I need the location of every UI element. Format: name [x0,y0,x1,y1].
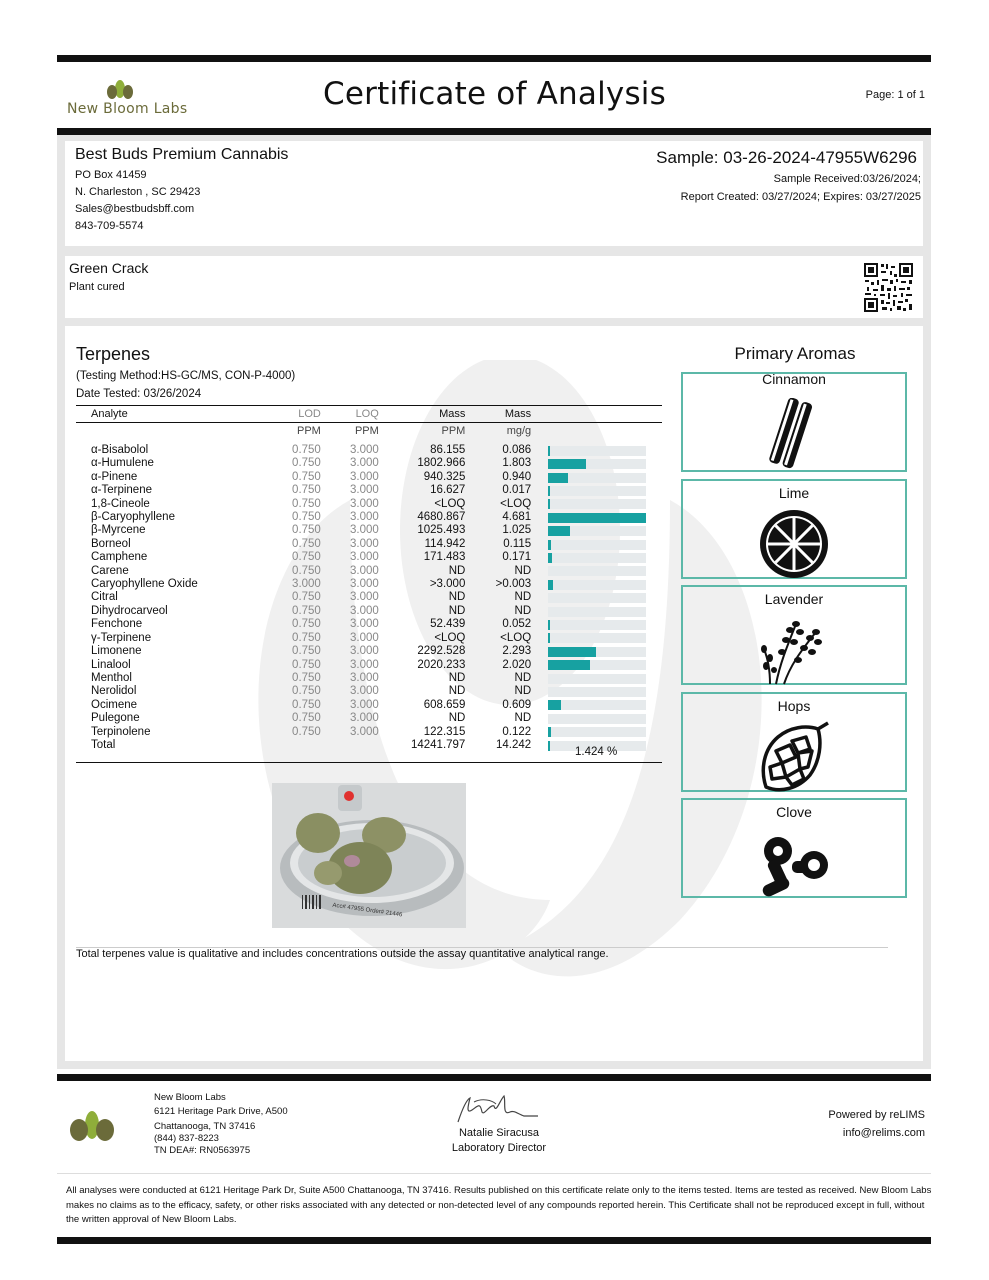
powered-by: Powered by reLIMS [828,1109,925,1121]
lod-cell: 0.750 [292,671,321,684]
table-row [76,699,662,712]
table-units-row [76,423,662,440]
terpenes-note: Total terpenes value is qualitative and includes concentrations outside the assay quantitative analytical range. [76,948,609,960]
table-row [76,645,662,658]
aroma-hops [681,692,907,792]
mass-ppm-cell: <LOQ [434,631,466,644]
loq-cell: 3.000 [350,537,379,550]
lod-cell: 0.750 [292,698,321,711]
lod-cell: 0.750 [292,631,321,644]
level-bar-track [548,513,646,523]
client-name: Best Buds Premium Cannabis [75,146,289,163]
analyte-cell: Terpinolene [91,725,151,738]
analyte-cell: Carene [91,564,129,577]
aroma-clove [681,798,907,898]
level-bar-track [548,526,646,536]
level-bar-cell [531,578,662,591]
level-bar-cell [531,498,662,511]
level-bar-fill [548,486,550,496]
level-bar-fill [548,446,550,456]
table-row [76,685,662,698]
table-row [76,471,662,484]
client-phone: 843-709-5574 [75,220,144,232]
lod-cell: 0.750 [292,564,321,577]
mass-mg-cell: ND [514,671,532,684]
footer-city: Chattanooga, TN 37416 [154,1121,256,1132]
analyte-cell: Pulegone [91,712,140,725]
loq-cell: 3.000 [350,551,379,564]
mass-ppm-cell: 14241.797 [410,738,466,751]
mass-mg-cell: 14.242 [495,738,532,751]
mass-ppm-cell: ND [448,671,466,684]
date-tested: Date Tested: 03/26/2024 [76,388,202,400]
level-bar-cell [531,484,662,497]
unit-loq: PPM [354,425,379,437]
cinnamon-icon [756,398,832,470]
lod-cell: 0.750 [292,658,321,671]
mass-mg-cell: 2.020 [502,658,532,671]
lod-cell: 0.750 [292,470,321,483]
level-bar-fill [548,727,551,737]
lod-cell: 0.750 [292,497,321,510]
level-bar-cell [531,538,662,551]
analyte-cell: Borneol [91,537,131,550]
loq-cell: 3.000 [350,712,379,725]
mass-ppm-cell: 940.325 [423,470,466,483]
report-dates: Report Created: 03/27/2024; Expires: 03/27/2025 [680,191,921,203]
footer-phone: (844) 837-8223 [154,1133,219,1144]
loq-cell: 3.000 [350,658,379,671]
product-type: Plant cured [69,281,125,293]
table-row [76,457,662,470]
table-row [76,726,662,739]
level-bar-track [548,714,646,724]
analyte-cell: Linalool [91,658,131,671]
loq-cell: 3.000 [350,618,379,631]
analyte-cell: Ocimene [91,698,138,711]
level-bar-track [548,459,646,469]
analyte-cell: Menthol [91,671,132,684]
analyte-cell: β-Myrcene [91,524,146,537]
col-mass-ppm: Mass [439,408,466,420]
mass-ppm-cell: 114.942 [424,537,466,550]
units-bar-spacer [531,423,662,440]
level-bar-fill [548,700,561,710]
level-bar-cell [531,471,662,484]
lod-cell: 0.750 [292,725,321,738]
primary-aromas-title: Primary Aromas [734,344,856,363]
aroma-label: Hops [777,698,811,714]
lod-cell: 0.750 [292,645,321,658]
analyte-cell: Dihydrocarveol [91,604,168,617]
footer-divider [57,1173,931,1174]
table-row [76,524,662,537]
lod-cell: 0.750 [292,685,321,698]
table-row [76,498,662,511]
table-row [76,591,662,604]
client-city: N. Charleston , SC 29423 [75,186,201,198]
lod-cell: 0.750 [292,524,321,537]
loq-cell: 3.000 [350,591,379,604]
level-bar-track [548,687,646,697]
level-bar-fill [548,580,553,590]
mass-ppm-cell: 1025.493 [417,524,466,537]
level-bar-cell [531,591,662,604]
mass-ppm-cell: 2292.528 [417,645,466,658]
terpenes-title: Terpenes [76,344,151,364]
analyte-cell: Caryophyllene Oxide [91,578,198,591]
level-bar-track [548,674,646,684]
aroma-label: Clove [776,804,812,820]
level-bar-cell [531,457,662,470]
loq-cell: 3.000 [350,484,379,497]
footer-street: 6121 Heritage Park Drive, A500 [154,1106,288,1117]
lavender-icon [756,614,832,686]
loq-cell: 3.000 [350,511,379,524]
col-analyte: Analyte [91,408,128,420]
lod-cell: 0.750 [292,444,321,456]
level-bar-cell [531,659,662,672]
table-row [76,632,662,645]
loq-cell: 3.000 [350,725,379,738]
client-address: PO Box 41459 [75,169,147,181]
table-row [76,538,662,551]
footer-top-rule [57,1074,931,1081]
top-rule [57,55,931,62]
loq-cell: 3.000 [350,604,379,617]
level-bar-cell [531,672,662,685]
testing-method: (Testing Method:HS-GC/MS, CON-P-4000) [76,370,296,382]
level-bar-cell [531,685,662,698]
level-bar-track [548,446,646,456]
level-bar-fill [548,540,550,550]
mass-ppm-cell: 1802.966 [417,457,466,470]
product-name: Green Crack [69,260,149,276]
lod-cell [263,739,321,752]
unit-mass-mg: mg/g [506,425,532,437]
analyte-cell: Fenchone [91,618,143,631]
loq-cell: 3.000 [350,698,379,711]
mass-mg-cell: >0.003 [495,578,532,591]
analyte-cell: Citral [91,591,118,604]
director-title: Laboratory Director [451,1142,547,1154]
lod-cell: 0.750 [292,457,321,470]
loq-cell: 3.000 [350,457,379,470]
table-row [76,672,662,685]
level-bar-fill [548,647,596,657]
analyte-cell: γ-Terpinene [91,631,152,644]
mass-ppm-cell: 52.439 [430,618,466,631]
table-bottom-rule [76,762,662,763]
level-bar-cell [531,511,662,524]
mass-mg-cell: <LOQ [500,631,532,644]
loq-cell: 3.000 [350,631,379,644]
mass-ppm-cell: ND [448,564,466,577]
col-loq: LOQ [355,408,379,420]
col-lod: LOD [298,408,321,420]
level-bar-track [548,486,646,496]
footer-dea: TN DEA#: RN0563975 [154,1145,251,1156]
mass-mg-cell: 0.115 [503,537,532,550]
page-title: Certificate of Analysis [323,76,666,112]
mass-ppm-cell: ND [448,685,466,698]
mass-ppm-cell: 122.315 [423,725,466,738]
mass-mg-cell: <LOQ [500,497,532,510]
analyte-cell: Camphene [91,551,148,564]
director-signature [452,1092,542,1128]
level-bar-track [548,660,646,670]
level-bar-track [548,647,646,657]
hops-icon [756,721,832,793]
sample-received: Sample Received:03/26/2024; [773,173,921,185]
footer-lab-name: New Bloom Labs [154,1092,226,1103]
analyte-cell: α-Pinene [91,470,138,483]
lod-cell: 0.750 [292,484,321,497]
mass-ppm-cell: ND [448,591,466,604]
loq-cell: 3.000 [350,444,379,456]
level-bar-cell [531,712,662,725]
analyte-cell: Limonene [91,645,142,658]
sample-id: Sample: 03-26-2024-47955W6296 [656,148,917,167]
analyte-cell: Total [91,738,116,751]
unit-mass-ppm: PPM [441,425,466,437]
level-bar-track [548,633,646,643]
page-number: Page: 1 of 1 [865,89,925,101]
level-bar-cell [531,444,662,457]
mass-mg-cell: ND [514,604,532,617]
lod-cell: 0.750 [292,618,321,631]
level-bar-fill [548,473,568,483]
clove-icon [756,827,832,899]
level-bar-fill [548,620,550,630]
mass-ppm-cell: <LOQ [434,497,466,510]
lod-cell: 0.750 [292,511,321,524]
level-bar-cell [531,565,662,578]
mass-ppm-cell: 608.659 [423,698,466,711]
col-mass-mg: Mass [504,408,532,420]
level-bar-cell [531,551,662,564]
qr-code-icon[interactable] [863,262,914,313]
level-bar-fill [548,660,590,670]
level-bar-cell [531,605,662,618]
table-row [76,659,662,672]
loq-cell: 3.000 [350,645,379,658]
mass-mg-cell: 4.681 [502,511,532,524]
mass-mg-cell: ND [514,712,532,725]
level-bar-fill [548,499,550,509]
level-bar-track [548,700,646,710]
director-name: Natalie Siracusa [458,1127,540,1139]
lod-cell: 0.750 [292,551,321,564]
mass-mg-cell: ND [514,564,532,577]
mass-mg-cell: 0.122 [502,725,532,738]
loq-cell: 3.000 [350,564,379,577]
analyte-cell: 1,8-Cineole [91,497,150,510]
table-row [76,511,662,524]
loq-cell [321,739,379,752]
level-bar-cell [531,618,662,631]
unit-lod: PPM [296,425,321,437]
table-row [76,444,662,457]
loq-cell: 3.000 [350,578,379,591]
level-bar-track [548,620,646,630]
table-row [76,605,662,618]
mass-mg-cell: 0.940 [502,470,532,483]
level-bar-fill [548,526,569,536]
level-bar-track [548,607,646,617]
aroma-lime [681,479,907,579]
level-bar-track [548,593,646,603]
aroma-lavender [681,585,907,685]
level-bar-fill [548,741,550,751]
level-bar-track [548,580,646,590]
level-bar-track [548,727,646,737]
loq-cell: 3.000 [350,470,379,483]
mass-mg-cell: 0.171 [502,551,532,564]
level-bar-fill [548,633,550,643]
mass-mg-cell: 1.803 [502,457,532,470]
table-row [76,484,662,497]
total-percent: 1.424 % [575,746,618,758]
units-spacer [76,423,263,440]
level-bar-track [548,540,646,550]
aroma-label: Lime [778,485,810,501]
product-panel [65,256,923,318]
analyte-cell: α-Terpinene [91,484,152,497]
analyte-cell: Nerolidol [91,685,137,698]
lod-cell: 3.000 [292,578,321,591]
mass-mg-cell: ND [514,591,532,604]
loq-cell: 3.000 [350,685,379,698]
mass-mg-cell: 2.293 [502,645,532,658]
col-bar [531,406,662,423]
aroma-cinnamon [681,372,907,472]
mass-mg-cell: 0.052 [502,618,532,631]
mass-ppm-cell: ND [448,712,466,725]
table-row [76,551,662,564]
loq-cell: 3.000 [350,671,379,684]
mass-ppm-cell: ND [448,604,466,617]
table-row [76,578,662,591]
table-header-row [76,406,662,423]
level-bar-fill [548,553,552,563]
analyte-cell: α-Bisabolol [91,444,149,456]
terpenes-table-body [76,444,662,752]
mass-mg-cell: 1.025 [502,524,532,537]
table-row [76,618,662,631]
mass-mg-cell: ND [514,685,532,698]
table-row [76,565,662,578]
analyte-cell: β-Caryophyllene [91,511,175,524]
loq-cell: 3.000 [350,497,379,510]
terpenes-table [76,405,662,752]
lime-icon [756,508,832,580]
mass-ppm-cell: 16.627 [430,484,466,497]
client-email: Sales@bestbudsbff.com [75,203,195,215]
level-bar-track [548,473,646,483]
mass-mg-cell: 0.609 [502,698,532,711]
lod-cell: 0.750 [292,591,321,604]
lod-cell: 0.750 [292,604,321,617]
bottom-rule [57,1237,931,1244]
mass-ppm-cell: 2020.233 [417,658,466,671]
level-bar-cell [531,726,662,739]
aroma-label: Lavender [764,591,824,607]
level-bar-fill [548,513,646,523]
footer-logo [67,1110,117,1146]
level-bar-cell [531,645,662,658]
level-bar-track [548,553,646,563]
mass-ppm-cell: >3.000 [429,578,466,591]
header-rule [57,128,931,135]
tray-label-text: Acc# 47955 Order# 21446 [332,902,403,919]
support-email[interactable]: info@relims.com [842,1127,925,1139]
header-lab-name: New Bloom Labs [67,101,188,117]
level-bar-fill [548,459,586,469]
lod-cell: 0.750 [292,537,321,550]
level-bar-cell [531,524,662,537]
mass-ppm-cell: 86.155 [430,444,466,456]
mass-mg-cell: 0.086 [502,444,532,456]
level-bar-cell [531,699,662,712]
aroma-label: Cinnamon [762,371,826,387]
loq-cell: 3.000 [350,524,379,537]
mass-ppm-cell: 171.483 [423,551,466,564]
mass-mg-cell: 0.017 [502,484,532,497]
level-bar-track [548,499,646,509]
sample-photo [272,783,466,928]
legal-disclaimer: All analyses were conducted at 6121 Heritage Park Dr, Suite A500 Chattanooga, TN 37416. Results published on this certificate relate only to the items tested. Items are tested as received. New Bloom Labs makes no claims as to the efficacy, safety, or other risks associated with any detected or non-detected level of any compounds reported herein. This Certificate shall not be reproduced except in full, without the written approval of New Bloom Labs. [66,1185,932,1225]
mass-ppm-cell: 4680.867 [417,511,466,524]
level-bar-cell [531,632,662,645]
level-bar-track [548,566,646,576]
table-row [76,712,662,725]
lod-cell: 0.750 [292,712,321,725]
analyte-cell: α-Humulene [91,457,154,470]
